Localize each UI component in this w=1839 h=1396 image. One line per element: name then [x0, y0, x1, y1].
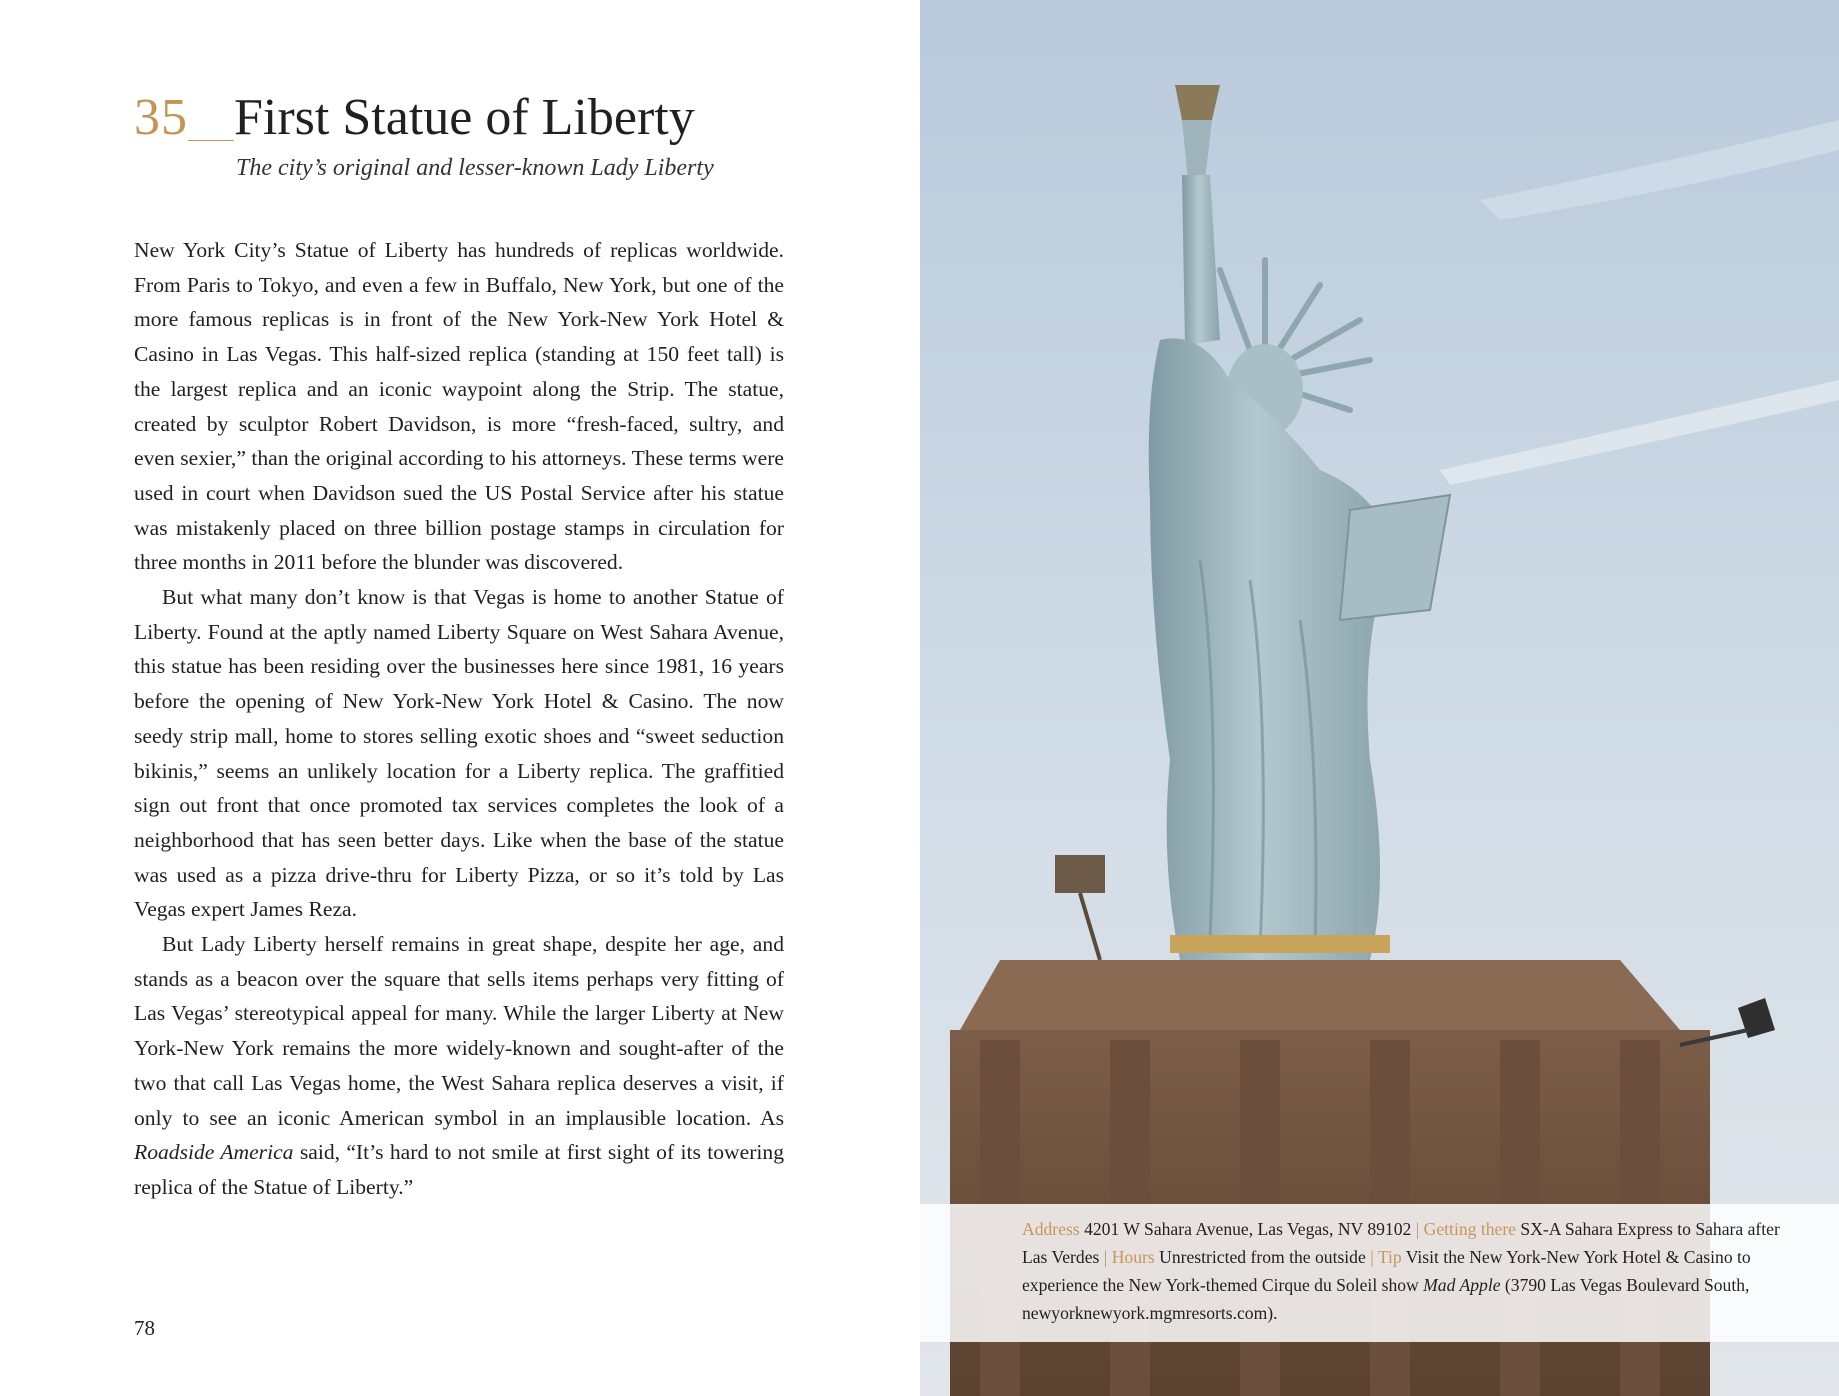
paragraph-3-italic: Roadside America: [134, 1140, 294, 1165]
paragraph-3-text-b: said, “It’s hard to not smile at first sight of its towering replica of the Statue of Liberty.”: [134, 1140, 785, 1199]
paragraph-3: [134, 927, 784, 1205]
tip-value-b: (3790 Las Vegas Boulevard South, newyorknewyork.mgmresorts.com).: [1022, 1275, 1750, 1323]
paragraph-1: New York City’s Statue of Liberty has hundreds of replicas worldwide. From Paris to Tokyo, and even a few in Buffalo, New York, but one of the more famous replicas is in front of the New York-New York Hotel & Casino in Las Vegas. This half-sized replica (standing at 150 feet tall) is the largest replica and an iconic waypoint along the Strip. The statue, created by sculptor Robert Davidson, is more “fresh-faced, sultry, and even sexier,” than the original according to his attorneys. These terms were used in court when Davidson sued the US Postal Service after his statue was mistakenly placed on three billion postage stamps in circulation for three months in 2011 before the blunder was discovered.: [134, 238, 784, 575]
chapter-number: 35: [134, 89, 188, 146]
address-value: 4201 W Sahara Avenue, Las Vegas, NV 89102: [1084, 1219, 1412, 1239]
hours-value: Unrestricted from the outside: [1159, 1247, 1366, 1267]
getting-there-label: Getting there: [1423, 1219, 1516, 1239]
statue-photo: [920, 0, 1839, 1396]
chapter-heading: [134, 88, 834, 158]
separator: |: [1415, 1219, 1420, 1239]
separator: |: [1370, 1247, 1374, 1267]
title-rule: [188, 140, 234, 141]
hours-label: Hours: [1111, 1247, 1155, 1267]
paragraph-3-text-a: But Lady Liberty herself remains in great shape, despite her age, and stands as a beacon over the square that sells items perhaps very fitting of Las Vegas’ stereotypical appeal for many. While the larger Liberty at New York-New York remains the more widely-known and sought-after of the two that call Las Vegas home, the West Sahara replica deserves a visit, if only to see an iconic American symbol in an implausible location. As: [134, 932, 784, 1130]
address-label: Address: [1022, 1219, 1080, 1239]
info-text: [1022, 1215, 1802, 1327]
getting-there-value: SX-A Sahara Express to Sahara after Las Verdes: [1022, 1219, 1780, 1267]
tip-value-a: Visit the New York-New York Hotel & Casino to experience the New York-themed Cirque du Soleil show: [1022, 1247, 1751, 1295]
statue-illustration: [920, 0, 1839, 1396]
paragraph-2: But what many don’t know is that Vegas is home to another Statue of Liberty. Found at the aptly named Liberty Square on West Sahara Avenue, this statue has been residing over the businesses here since 1981, 16 years before the opening of New York-New York Hotel & Casino. The now seedy strip mall, home to stores selling exotic shoes and “sweet seduction bikinis,” seems an unlikely location for a Liberty replica. The graffitied sign out front that once promoted tax services completes the look of a neighborhood that has seen better days. Like when the base of the statue was used as a pizza drive-thru for Liberty Pizza, or so it’s told by Las Vegas expert James Reza.: [134, 585, 784, 922]
page-subtitle: The city’s original and lesser-known Lady Liberty: [236, 155, 714, 181]
page-title: First Statue of Liberty: [234, 89, 695, 146]
body-text: [134, 233, 784, 1205]
page-number: 78: [134, 1316, 155, 1340]
tip-value-italic: Mad Apple: [1423, 1275, 1501, 1295]
info-box: [920, 1204, 1839, 1342]
tip-label: Tip: [1377, 1247, 1402, 1267]
separator: |: [1103, 1247, 1108, 1267]
